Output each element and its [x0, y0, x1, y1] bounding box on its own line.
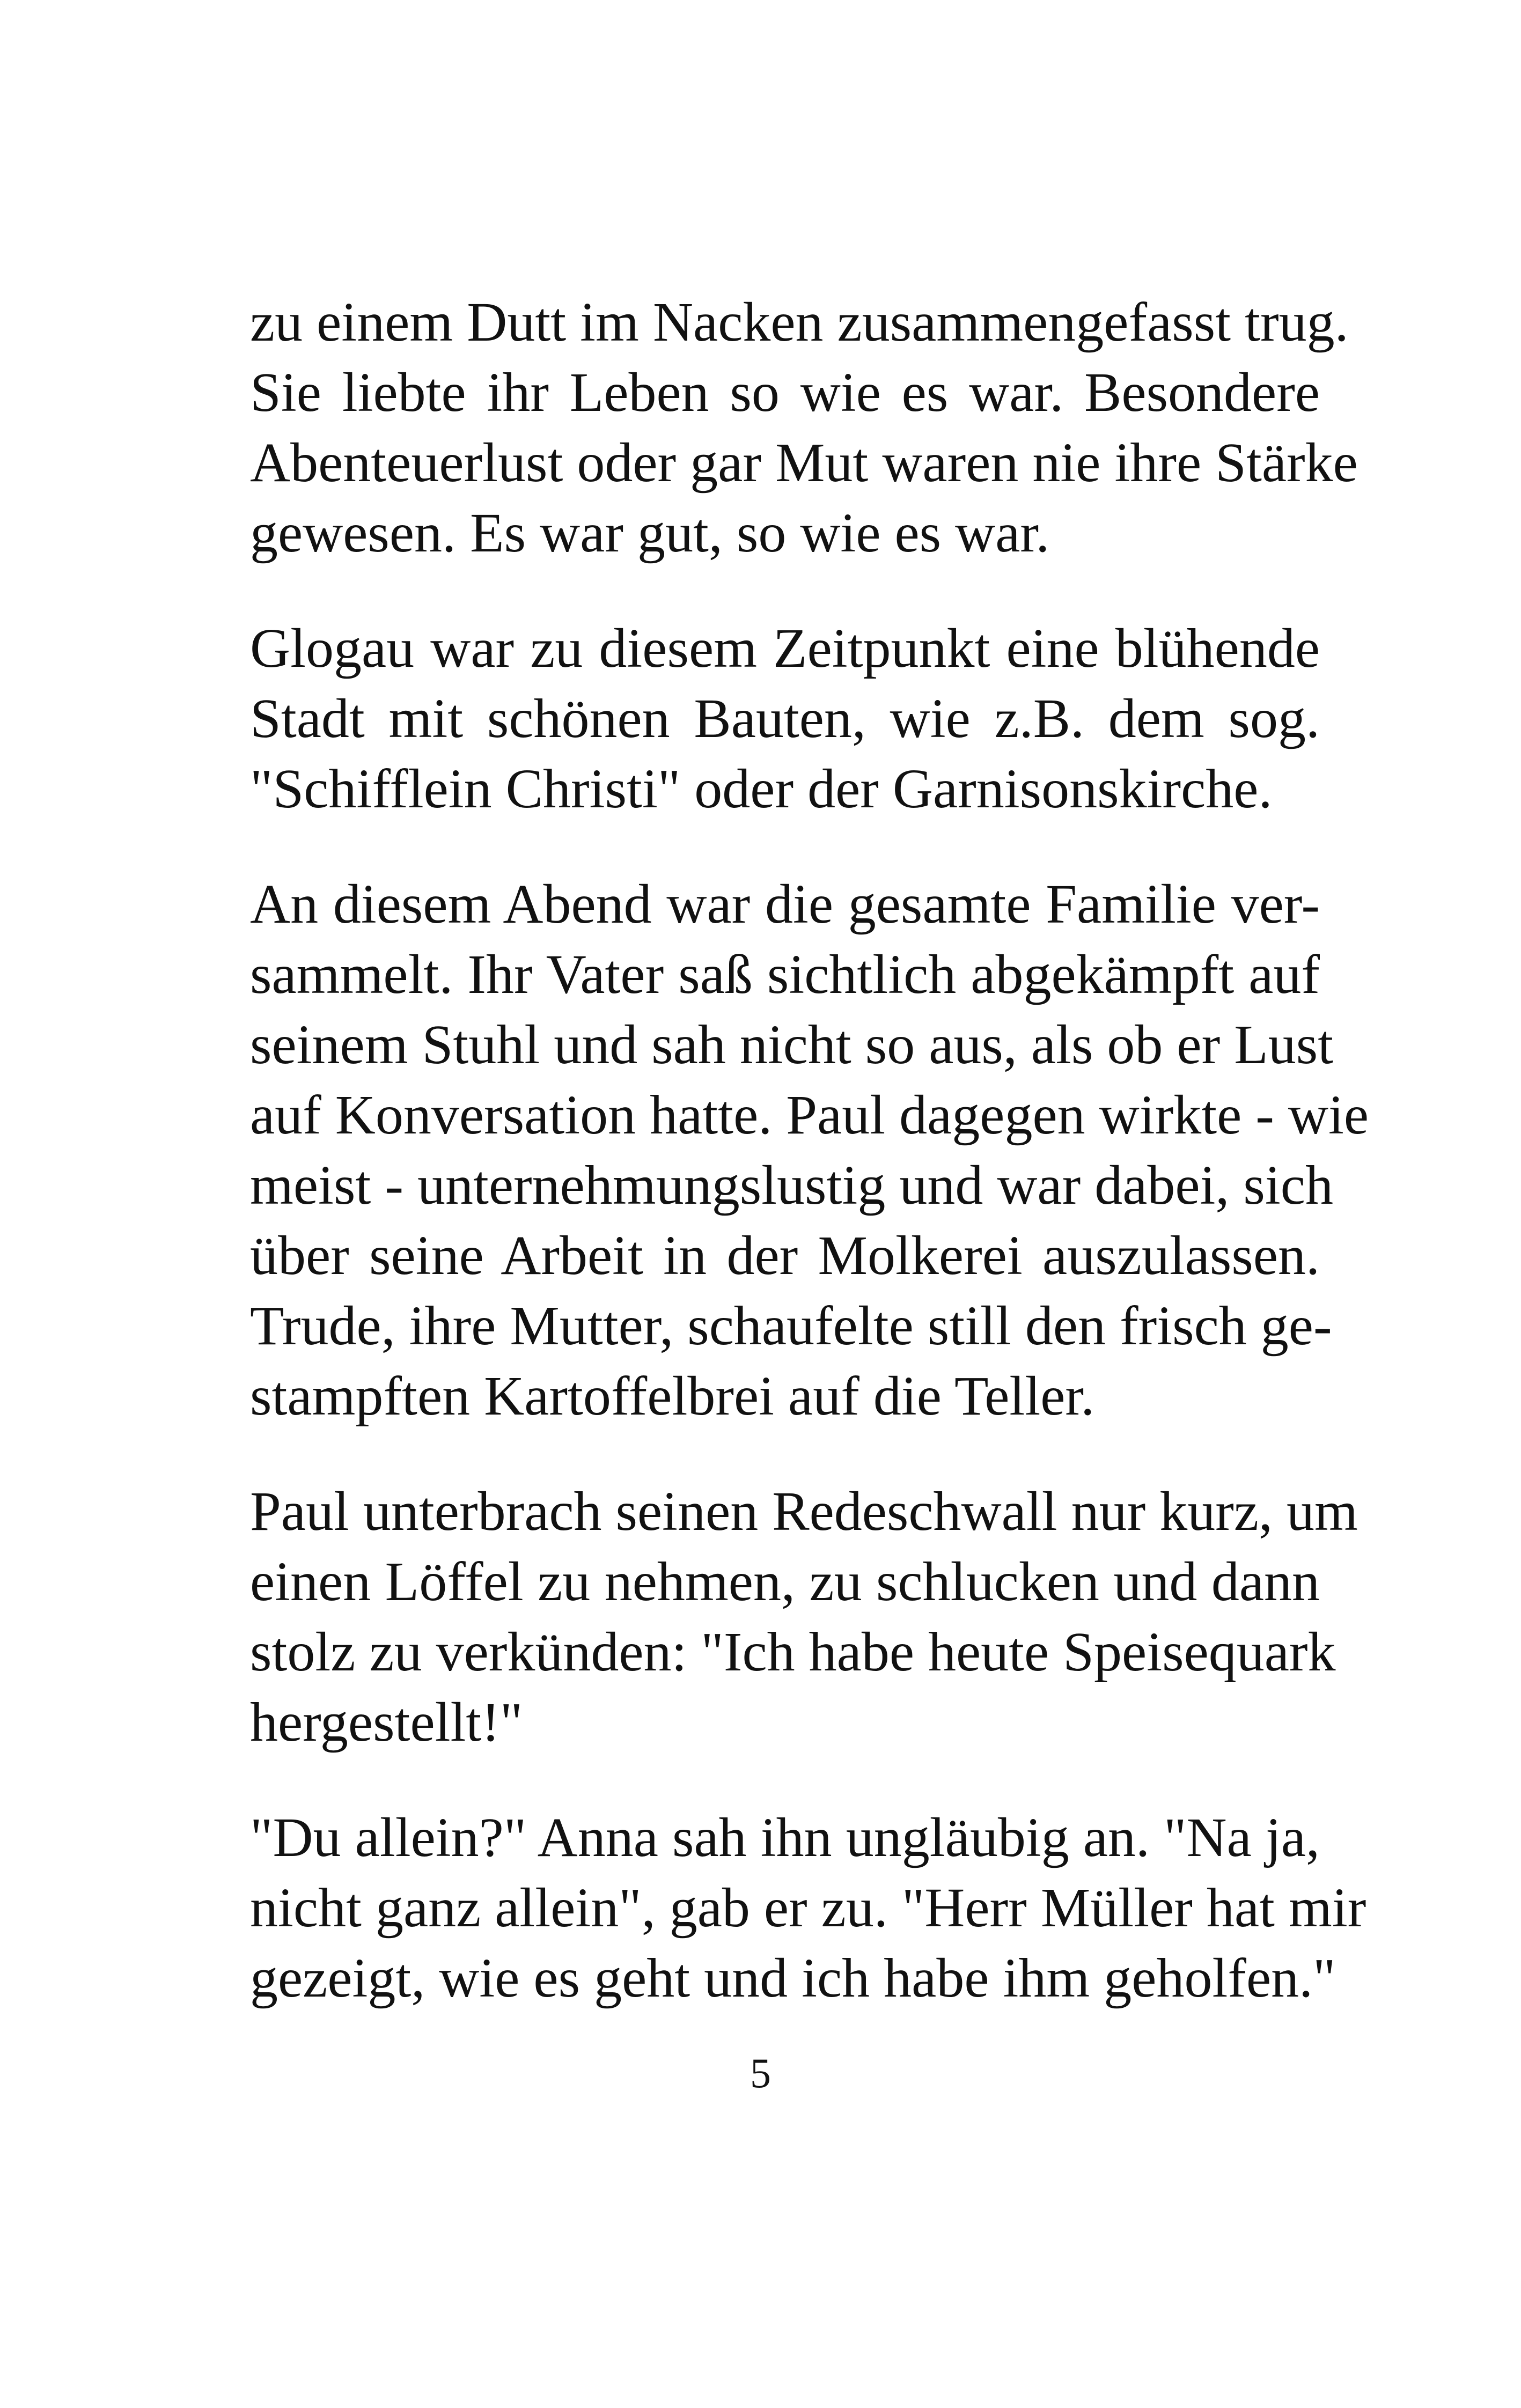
text-line: Abenteuerlust oder gar Mut waren nie ihre Stärke [250, 432, 1358, 494]
text-line: meist - unternehmungslustig und war dabei, sich [250, 1154, 1333, 1216]
paragraph-5 [250, 1802, 1366, 2013]
text-line: auf Konversation hatte. Paul dagegen wirkte - wie [250, 1084, 1369, 1146]
text-line: Glogau war zu diesem Zeitpunkt eine blühende [250, 617, 1320, 679]
text-line: zu einem Dutt im Nacken zusammengefasst trug. [250, 291, 1349, 353]
paragraph-4 [250, 1476, 1358, 1757]
text-line: An diesem Abend war die gesamte Familie ver- [250, 873, 1320, 935]
text-line: gezeigt, wie es geht und ich habe ihm geholfen." [250, 1947, 1336, 2009]
text-line: seinem Stuhl und sah nicht so aus, als ob er Lust [250, 1014, 1334, 1076]
text-line: sammelt. Ihr Vater saß sichtlich abgekämpft auf [250, 944, 1320, 1005]
text-line: "Schifflein Christi" oder der Garnisonskirche. [250, 758, 1273, 820]
paragraph-1 [250, 287, 1358, 568]
text-line: Sie liebte ihr Leben so wie es war. Besondere [250, 362, 1320, 423]
text-line: Stadt mit schönen Bauten, wie z.B. dem sog. [250, 688, 1320, 749]
text-line: hergestellt!" [250, 1691, 523, 1753]
page-number: 5 [750, 2050, 771, 2096]
paragraph-2 [250, 613, 1320, 824]
body-text [250, 287, 1369, 2013]
text-line: nicht ganz allein", gab er zu. "Herr Müller hat mir [250, 1877, 1366, 1939]
text-line: über seine Arbeit in der Molkerei auszulassen. [250, 1225, 1320, 1286]
text-line: stampften Kartoffelbrei auf die Teller. [250, 1365, 1095, 1427]
text-line: Paul unterbrach seinen Redeschwall nur kurz, um [250, 1481, 1358, 1542]
text-line: stolz zu verkünden: "Ich habe heute Speisequark [250, 1621, 1336, 1683]
paragraph-3 [250, 869, 1369, 1431]
text-line: gewesen. Es war gut, so wie es war. [250, 502, 1050, 564]
text-line: Trude, ihre Mutter, schaufelte still den frisch ge- [250, 1295, 1332, 1357]
text-line: "Du allein?" Anna sah ihn ungläubig an. "Na ja, [250, 1807, 1320, 1868]
text-line: einen Löffel zu nehmen, zu schlucken und dann [250, 1551, 1320, 1612]
